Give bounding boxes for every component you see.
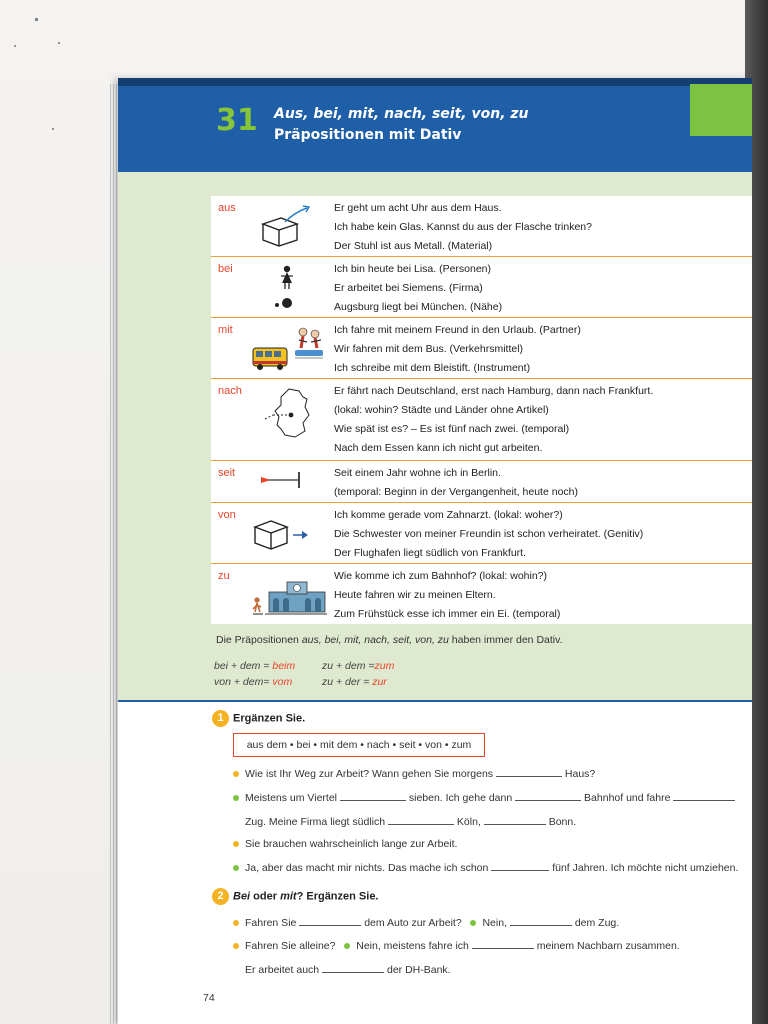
example-sentence: Wir fahren mit dem Bus. (Verkehrsmittel) [334,343,524,355]
example-sentence: Er fährt nach Deutschland, erst nach Hamburg, dann nach Frankfurt. [334,385,654,397]
sentence-text: Haus? [564,768,596,780]
bullet-orange [233,920,239,926]
rule-note-text: haben immer den Dativ. [448,634,563,646]
bus-people-icon [251,324,329,376]
example-sentence: Die Schwester von meiner Freundin ist schon verheiratet. (Genitiv) [334,528,644,540]
exercise-sentence [233,791,735,804]
bullet-green [233,795,239,801]
word-bank: aus dem • bei • mit dem • nach • seit • von • zum [233,733,485,757]
preposition-label: von [218,509,236,521]
sentence-text: der DH-Bank. [386,964,451,976]
preposition-table [211,196,752,624]
preposition-label: nach [218,385,242,397]
bullet-green [344,943,350,949]
bullet-green [233,865,239,871]
example-sentence: Augsburg liegt bei München. (Nähe) [334,301,503,313]
chapter-tab [690,84,752,136]
box-out-icon [251,202,329,252]
exercise-instruction: Ergänzen Sie. [233,712,306,725]
sentence-text: dem Auto zur Arbeit? [364,917,462,929]
table-row [211,461,752,503]
bullet-green [470,920,476,926]
sentence-text: Bonn. [548,816,577,828]
exercise-instruction: ? Ergänzen Sie. [296,890,379,903]
bullet-orange [233,771,239,777]
exercise-number: 1 [212,710,229,727]
contraction-result: vom [272,676,293,688]
preposition-label: mit [218,324,233,336]
blank-field[interactable] [322,963,384,973]
blank-field[interactable] [388,815,454,825]
contraction-result: zur [372,676,387,688]
preposition-label: seit [218,467,236,479]
example-sentence: Der Flughafen liegt südlich von Frankfurt. [334,547,527,559]
example-sentence: Seit einem Jahr wohne ich in Berlin. [334,467,501,479]
sentence-text: Ja, aber das macht mir nichts. Das mache ich schon [245,862,489,874]
table-row [211,564,752,624]
blank-field[interactable] [340,791,406,801]
rule-note-prepositions: aus, bei, mit, nach, seit, von, zu [301,634,449,646]
preposition-label: bei [218,263,233,275]
exercise-instruction: oder [250,890,281,903]
exercise-sentence [233,916,619,929]
table-row [211,379,752,461]
sentence-text: Wie ist Ihr Weg zur Arbeit? Wann gehen Sie morgens [245,768,494,780]
dust-speck [52,128,54,130]
blank-field[interactable] [515,791,581,801]
sentence-text: Fahren Sie alleine? [245,940,336,952]
contraction-result: beim [272,660,296,672]
exercise-1-title [212,710,305,727]
contraction-column [322,658,442,690]
sentence-text: Nein, meistens fahre ich [356,940,469,952]
blank-field[interactable] [472,939,534,949]
contraction-formula: zu + der = [322,676,373,688]
table-row [211,257,752,318]
example-sentence: Der Stuhl ist aus Metall. (Material) [334,240,493,252]
preposition-label: zu [218,570,230,582]
sentence-text: Fahren Sie [245,917,297,929]
exercise-2-title [212,888,379,905]
person-near-icon [251,263,329,315]
chapter-title-line2: Präpositionen mit Dativ [274,127,462,143]
blank-field[interactable] [299,916,361,926]
contraction-rules [214,658,395,690]
sentence-text: Nein, [482,917,507,929]
sentence-text: Er arbeitet auch [245,964,320,976]
section-divider [118,700,752,702]
blank-field[interactable] [673,791,735,801]
dust-speck [58,42,60,44]
example-sentence: Ich bin heute bei Lisa. (Personen) [334,263,492,275]
sentence-text: Sie brauchen wahrscheinlich lange zur Arbeit. [245,838,458,850]
station-icon [251,570,329,622]
chapter-title [274,104,529,146]
sentence-text: dem Zug. [574,917,620,929]
example-sentence: Wie komme ich zum Bahnhof? (lokal: wohin?) [334,570,548,582]
exercise-sentence [233,767,595,780]
sentence-text: meinem Nachbarn zusammen. [536,940,680,952]
example-sentence: (lokal: wohin? Städte und Länder ohne Artikel) [334,404,549,416]
example-sentence: Wie spät ist es? – Es ist fünf nach zwei. (temporal) [334,423,570,435]
sentence-text: Meistens um Viertel [245,792,338,804]
table-row [211,503,752,564]
exercise-instruction: mit [280,890,297,903]
sentence-text: sieben. Ich gehe dann [408,792,513,804]
example-sentence: Ich komme gerade vom Zahnarzt. (lokal: woher?) [334,509,563,521]
bullet-orange [233,943,239,949]
sentence-text: fünf Jahren. Ich möchte nicht umziehen. [552,862,739,874]
preposition-label: aus [218,202,236,214]
map-germany-icon [251,385,329,441]
exercise-instruction: Bei [233,890,251,903]
table-row [211,196,752,257]
dust-speck [14,45,16,47]
example-sentence: Nach dem Essen kann ich nicht gut arbeiten. [334,442,543,454]
example-sentence: Er arbeitet bei Siemens. (Firma) [334,282,483,294]
blank-field[interactable] [484,815,546,825]
example-sentence: Heute fahren wir zu meinen Eltern. [334,589,496,601]
contraction-formula: von + dem= [214,676,273,688]
exercise-sentence [233,838,457,850]
rule-note-text: Die Präpositionen [216,634,302,646]
blank-field[interactable] [510,916,572,926]
exercise-number: 2 [212,888,229,905]
contraction-formula: bei + dem = [214,660,273,672]
example-sentence: Ich habe kein Glas. Kannst du aus der Flasche trinken? [334,221,592,233]
rule-note [216,634,563,646]
example-sentence: Ich schreibe mit dem Bleistift. (Instrument) [334,362,531,374]
example-sentence: Ich fahre mit meinem Freund in den Urlaub. (Partner) [334,324,581,336]
table-row [211,318,752,379]
box-arrow-icon [251,509,329,559]
book-page [118,78,752,1024]
example-sentence: Zum Frühstück esse ich immer ein Ei. (temporal) [334,608,561,620]
sentence-text: Bahnhof und fahre [584,792,671,804]
chapter-number: 31 [216,103,258,138]
contraction-result: zum [374,660,395,672]
sentence-text: Zug. Meine Firma liegt südlich [245,816,386,828]
bullet-orange [233,841,239,847]
example-sentence: (temporal: Beginn in der Vergangenheit, heute noch) [334,486,578,498]
exercise-sentence [233,939,680,952]
dust-speck [35,18,38,21]
contraction-formula: zu + dem = [322,660,375,672]
chapter-title-line1: Aus, bei, mit, nach, seit, von, zu [274,106,529,122]
example-sentence: Er geht um acht Uhr aus dem Haus. [334,202,502,214]
chapter-header [118,78,752,172]
exercise-sentence [245,963,451,976]
timeline-icon [251,467,329,497]
page-number: 74 [203,992,215,1004]
blank-field[interactable] [496,767,562,777]
header-top-band [118,78,752,86]
exercise-sentence [245,815,576,828]
exercise-sentence [233,861,738,874]
blank-field[interactable] [491,861,549,871]
sentence-text: Köln, [456,816,481,828]
